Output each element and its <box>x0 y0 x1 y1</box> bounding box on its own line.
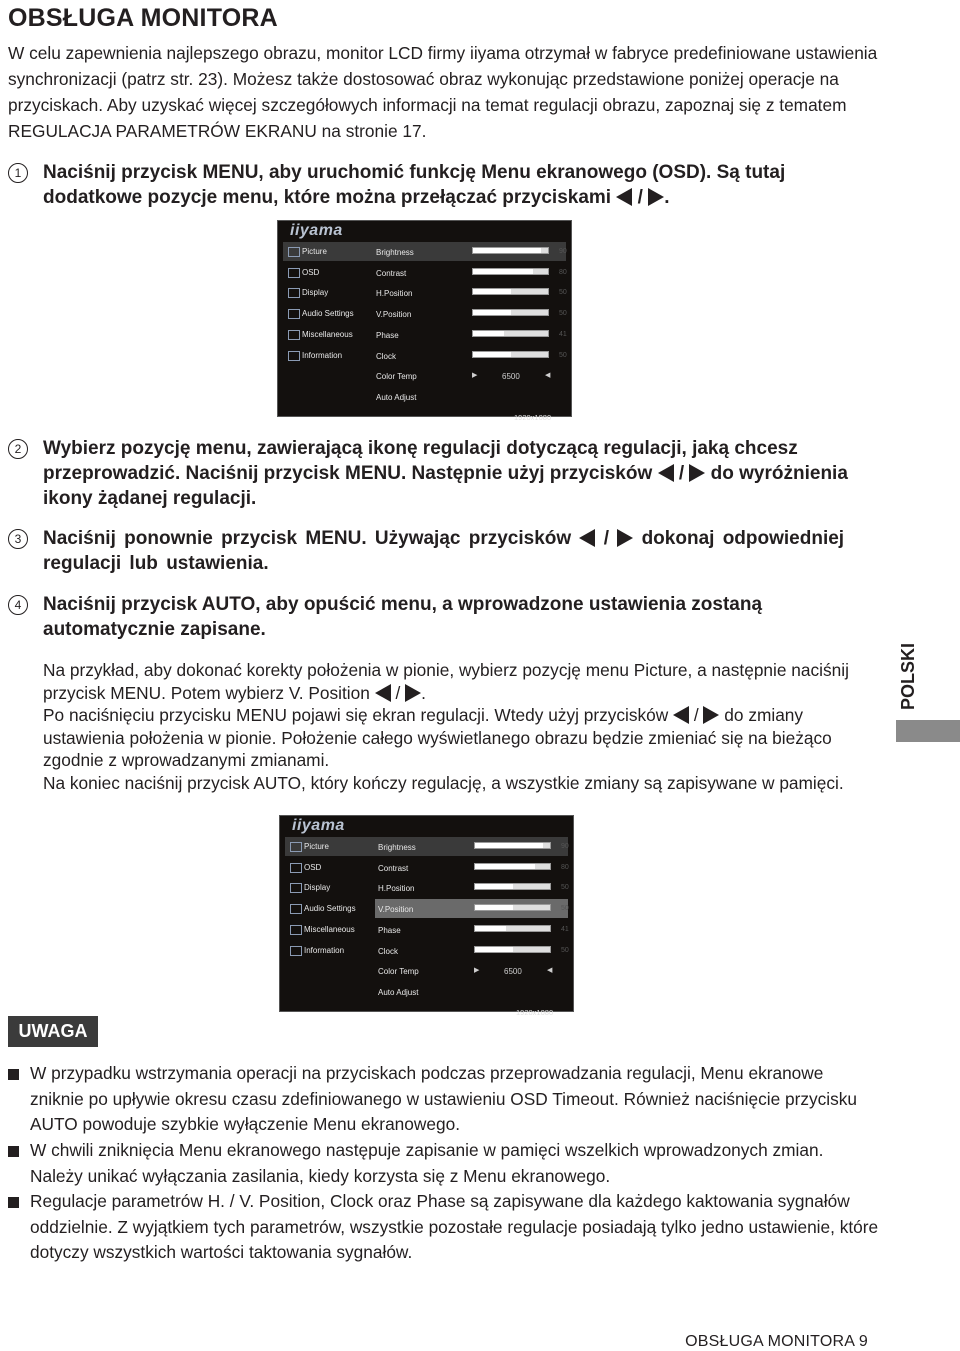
osd-item-value: 90 <box>561 843 569 850</box>
bullet-square-icon <box>8 1146 19 1157</box>
osd-slider <box>474 946 551 953</box>
osd-slider-fill <box>473 248 541 253</box>
osd-item-label: Phase <box>376 330 399 340</box>
osd-slider <box>472 268 549 275</box>
osd-item-value: 50 <box>561 884 569 892</box>
step-2 <box>8 436 878 512</box>
osd-menu-icon <box>288 268 300 278</box>
arrow-right-icon <box>689 464 705 482</box>
osd-menu-item: OSD <box>304 862 322 872</box>
step-text: Naciśnij przycisk MENU, aby uruchomić funkcję Menu ekranowego (OSD). Są tutaj dodatkowe pozycje menu, które można przełączać przyciskami / . <box>43 162 786 208</box>
osd-item-label: V.Position <box>376 310 412 320</box>
page-footer: OBSŁUGA MONITORA 9 <box>685 1333 868 1350</box>
osd-item-value: 41 <box>559 330 567 338</box>
osd-logo: iiyama <box>290 222 343 239</box>
example-line-1: Na przykład, aby dokonać korekty położenia w pionie, wybierz pozycję menu Picture, a następnie naciśnij przycisk MENU. Potem wybierz V. Position / . <box>43 660 849 703</box>
osd-menu-icon <box>290 946 302 956</box>
arrow-left-icon <box>673 706 689 724</box>
osd-menu-item: Picture <box>304 842 329 851</box>
osd-menu-item: Picture <box>302 247 327 256</box>
osd-item-label: Brightness <box>378 843 416 852</box>
osd-item-label: Phase <box>378 925 401 935</box>
step-text: Naciśnij ponownie przycisk MENU. Używając przycisków / dokonaj odpowiedniej regulacji lub ustawienia. <box>43 528 845 574</box>
arrow-left-icon <box>375 684 391 702</box>
step-1 <box>8 160 878 212</box>
osd-menu-item: Information <box>304 945 345 955</box>
osd-item-value: 41 <box>561 925 569 933</box>
note-bullet: Regulacje parametrów H. / V. Position, Clock oraz Phase są zapisywane dla każdego kaktowania sygnałów oddzielnie. Z wyjątkiem tych parametrów, wszystkie pozostałe regulacje posiadają tylko jedno ustawienie, które dotyczy wszystkich wartości taktowania sygnałów. <box>8 1189 878 1265</box>
osd-menu-item: Audio Settings <box>302 309 354 319</box>
osd-item-label: Clock <box>378 946 399 956</box>
osd-slider-fill <box>475 926 506 931</box>
step-number: 1 <box>8 163 28 183</box>
osd-menu-icon <box>288 330 300 340</box>
step-number: 2 <box>8 439 28 459</box>
osd-menu-screenshot <box>277 220 572 422</box>
osd-logo: iiyama <box>292 817 345 834</box>
osd-item-label: H.Position <box>376 289 413 299</box>
osd-slider-fill <box>473 331 504 336</box>
bullet-square-icon <box>8 1197 19 1208</box>
example-line-3: Na koniec naciśnij przycisk AUTO, który kończy regulację, a wszystkie zmiany są zapisywane w pamięci. <box>43 772 844 793</box>
osd-slider-fill <box>473 310 511 315</box>
osd-slider-fill <box>475 947 513 952</box>
osd-slider-fill <box>475 884 513 889</box>
osd-menu-icon <box>288 247 300 257</box>
note-bullet: W przypadku wstrzymania operacji na przyciskach podczas przeprowadzania regulacji, Menu ekranowe zniknie po upływie okresu czasu zdefiniowanego w ustawieniu OSD Timeout. Również naciśnięcie przycisku AUTO powoduje szybkie wyłączenie Menu ekranowego. <box>8 1061 878 1137</box>
osd-slider-fill <box>473 289 511 294</box>
osd-arrow-right-icon: ▶ <box>472 372 478 380</box>
osd-menu-item: Miscellaneous <box>302 329 353 339</box>
osd-slider <box>474 863 551 870</box>
arrow-left-icon <box>616 188 632 206</box>
step-number: 4 <box>8 595 28 615</box>
example-line-2: Po naciśnięciu przycisku MENU pojawi się ekran regulacji. Wtedy użyj przycisków / do zmiany ustawienia położenia w pionie. Położenie całego wyświetlanego obrazu będzie zmieniać się na bieżąco zgodnie z wprowadzanymi zmianami. <box>43 705 832 770</box>
osd-resolution: 1920x1080 <box>514 412 552 422</box>
note-bullet: W chwili zniknięcia Menu ekranowego następuje zapisanie w pamięci wszelkich wprowadzonych zmian. Należy unikać wyłączania zasilania, kiedy korzysta się z Menu ekranowego. <box>8 1138 878 1189</box>
osd-slider <box>474 883 551 890</box>
osd-item-value: 50 <box>559 289 567 297</box>
osd-menu-item: Information <box>302 350 343 360</box>
osd-arrow-left-icon: ◀ <box>547 967 553 975</box>
osd-item-label: Contrast <box>378 863 409 873</box>
osd-item-value: 90 <box>559 248 567 255</box>
osd-slider-fill <box>475 864 535 869</box>
osd-item-label: H.Position <box>378 884 415 894</box>
osd-item-value: 50 <box>559 310 567 318</box>
osd-menu-icon <box>290 904 302 914</box>
osd-color-temp-label: Color Temp <box>376 372 417 382</box>
osd-resolution: 1920x1080 <box>516 1007 554 1017</box>
osd-item-label: V.Position <box>378 905 414 915</box>
note-label: UWAGA <box>8 1016 98 1047</box>
bullet-square-icon <box>8 1069 19 1080</box>
step-text: Wybierz pozycję menu, zawierającą ikonę regulacji dotyczącą regulacji, jaką chcesz przeprowadzić. Naciśnij przycisk MENU. Następnie użyj przycisków / do wyróżnienia ikony żądanej regulacji. <box>43 438 848 509</box>
osd-menu-icon <box>288 309 300 319</box>
osd-slider <box>474 925 551 932</box>
step-text: Naciśnij przycisk AUTO, aby opuścić menu, a wprowadzone ustawienia zostaną automatycznie zapisane. <box>43 594 763 640</box>
step-4 <box>8 592 878 644</box>
osd-menu-item: Display <box>304 883 331 893</box>
osd-slider-fill <box>475 843 543 848</box>
osd-menu-icon <box>290 863 302 873</box>
osd-menu-icon <box>290 883 302 893</box>
osd-item-value: 80 <box>561 863 569 871</box>
arrow-right-icon <box>405 684 421 702</box>
osd-menu-icon <box>290 842 302 852</box>
osd-item-value: 50 <box>559 351 567 359</box>
osd-arrow-right-icon: ▶ <box>474 967 480 975</box>
osd-menu-icon <box>288 351 300 361</box>
osd-slider <box>472 247 549 254</box>
osd-slider <box>472 351 549 358</box>
arrow-right-icon <box>648 188 664 206</box>
example-paragraph <box>43 659 878 794</box>
osd-slider-fill <box>473 269 533 274</box>
osd-slider <box>472 330 549 337</box>
osd-menu-icon <box>288 288 300 298</box>
language-label: POLSKI <box>898 642 918 710</box>
page-title: OBSŁUGA MONITORA <box>8 4 278 32</box>
osd-slider <box>472 288 549 295</box>
osd-item-label: Clock <box>376 351 397 361</box>
osd-menu-item: Audio Settings <box>304 904 356 914</box>
osd-slider <box>474 904 551 911</box>
arrow-left-icon <box>579 529 595 547</box>
arrow-right-icon <box>703 706 719 724</box>
osd-item-value: 50 <box>561 946 569 954</box>
osd-color-temp-label: Color Temp <box>378 967 419 977</box>
osd-item-value: 50 <box>561 905 569 913</box>
osd-adjust-screenshot <box>279 815 574 1017</box>
osd-menu-item: Miscellaneous <box>304 924 355 934</box>
osd-menu-item: Display <box>302 288 329 298</box>
osd-menu-icon <box>290 925 302 935</box>
osd-auto-adjust-label: Auto Adjust <box>378 987 419 997</box>
step-number: 3 <box>8 529 28 549</box>
osd-item-label: Contrast <box>376 268 407 278</box>
intro-paragraph: W celu zapewnienia najlepszego obrazu, monitor LCD firmy iiyama otrzymał w fabryce predefiniowane ustawienia synchronizacji (patrz str. 23). Możesz także dostosować obraz wykonując przedstawione poniżej operacje na przyciskach. Aby uzyskać więcej szczegółowych informacji na temat regulacji obrazu, zapoznaj się z tematem REGULACJA PARAMETRÓW EKRANU na stronie 17. <box>8 43 878 141</box>
osd-arrow-left-icon: ◀ <box>545 372 551 380</box>
osd-menu-item: OSD <box>302 267 320 277</box>
osd-item-value: 80 <box>559 268 567 276</box>
arrow-left-icon <box>658 464 674 482</box>
osd-color-temp-value: 6500 <box>504 967 522 977</box>
step-3 <box>8 526 878 578</box>
side-tab-bar <box>896 720 960 742</box>
osd-slider-fill <box>473 352 511 357</box>
osd-slider <box>474 842 551 849</box>
osd-item-label: Brightness <box>376 248 414 257</box>
osd-color-temp-value: 6500 <box>502 372 520 382</box>
osd-auto-adjust-label: Auto Adjust <box>376 392 417 402</box>
arrow-right-icon <box>617 529 633 547</box>
osd-slider-fill <box>475 905 513 910</box>
language-side-tab <box>896 640 960 740</box>
osd-slider <box>472 309 549 316</box>
